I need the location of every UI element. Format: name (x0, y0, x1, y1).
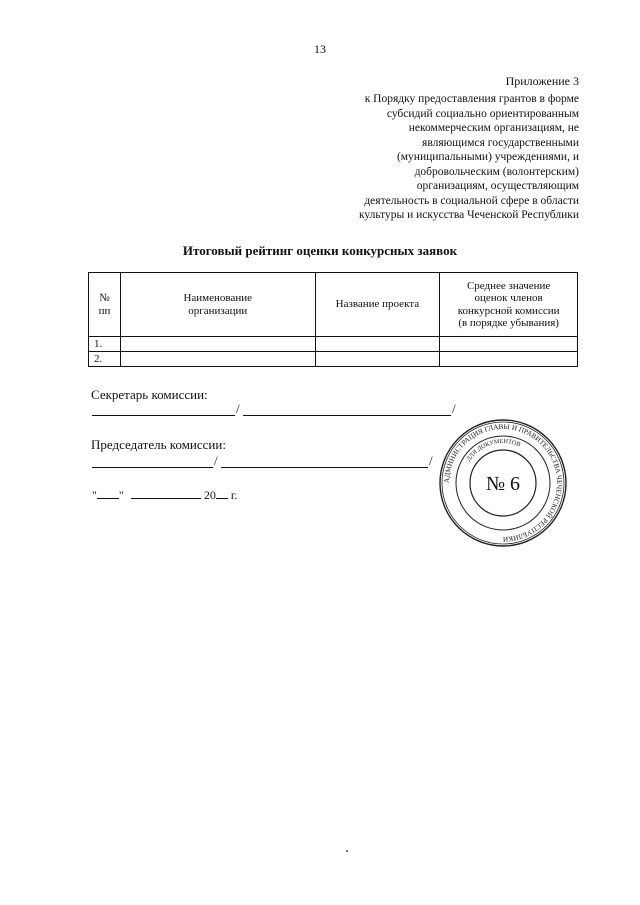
row-project (315, 337, 440, 352)
document-title: Итоговый рейтинг оценки конкурсных заявок (182, 243, 458, 258)
chairman-separator-end: / (429, 453, 433, 468)
stamp-inner-text: ДЛЯ ДОКУМЕНТОВ (465, 437, 522, 463)
stamp-outer-text: АДМИНИСТРАЦИЯ ГЛАВЫ И ПРАВИТЕЛЬСТВА ЧЕЧЕНСКОЙ РЕСПУБЛИКИ (442, 422, 564, 544)
date-year-prefix: 20 (203, 488, 216, 502)
appendix-reference-line: (муниципальными) учреждениями, и (396, 151, 579, 163)
secretary-name-line (243, 415, 451, 416)
header-line: конкурсной комиссии (457, 304, 560, 317)
appendix-reference-line: субсидий социально ориентированным (386, 107, 579, 120)
header-project (315, 273, 440, 337)
secretary-separator-end: / (452, 401, 456, 416)
header-line: оценок членов (474, 292, 543, 304)
row-average-score (440, 352, 578, 367)
header-line: Наименование (183, 292, 252, 304)
header-organization (120, 273, 315, 337)
appendix-reference-line: к Порядку предоставления грантов в форме (364, 93, 579, 105)
row-number: 2. (89, 352, 121, 367)
appendix-reference-line: деятельность в социальной сфере в области (364, 194, 579, 207)
chairman-label: Председатель комиссии: (91, 437, 226, 452)
chairman-separator: / (214, 453, 218, 468)
appendix-reference-line: являющимся государственными (422, 136, 579, 149)
appendix-reference-line: добровольческим (волонтерским) (414, 165, 579, 178)
appendix-title: Приложение 3 (505, 74, 579, 88)
row-project (315, 352, 440, 367)
table-header-row (89, 273, 578, 337)
row-average-score (440, 337, 578, 352)
footer-mark (346, 850, 348, 852)
date-year-blank (216, 487, 228, 499)
chairman-name-line (221, 467, 428, 468)
secretary-label: Секретарь комиссии: (91, 387, 208, 402)
header-average-score (440, 273, 578, 337)
date-month-blank (131, 487, 201, 499)
table-row (89, 352, 578, 367)
date-year-suffix: г. (230, 488, 238, 502)
stamp-number: № 6 (485, 473, 521, 495)
secretary-separator: / (236, 401, 240, 416)
appendix-reference-line: некоммерческим организациям, не (408, 122, 579, 134)
secretary-signature-line (92, 415, 235, 416)
chairman-signature-line (92, 467, 213, 468)
date-line (92, 487, 237, 503)
appendix-reference-line: культуры и искусства Чеченской Республики (358, 209, 579, 221)
header-line: Название проекта (335, 298, 420, 311)
header-line: (в порядке убывания) (458, 317, 559, 329)
date-day-blank (97, 487, 119, 499)
rating-table (88, 272, 578, 367)
appendix-reference-line: организациям, осуществляющим (416, 180, 579, 192)
row-organization (120, 337, 315, 352)
table-row (89, 337, 578, 352)
date-close-quote: " (118, 488, 124, 502)
official-stamp (438, 418, 568, 548)
header-number (89, 273, 121, 337)
header-line: пп (98, 304, 111, 317)
header-line: организации (188, 304, 248, 317)
appendix-reference (329, 92, 579, 223)
page-number: 13 (314, 42, 326, 56)
header-line: Среднее значение (466, 279, 551, 292)
row-organization (120, 352, 315, 367)
header-line: № (99, 292, 110, 304)
date-open-quote: " (92, 488, 97, 502)
row-number: 1. (89, 337, 121, 352)
